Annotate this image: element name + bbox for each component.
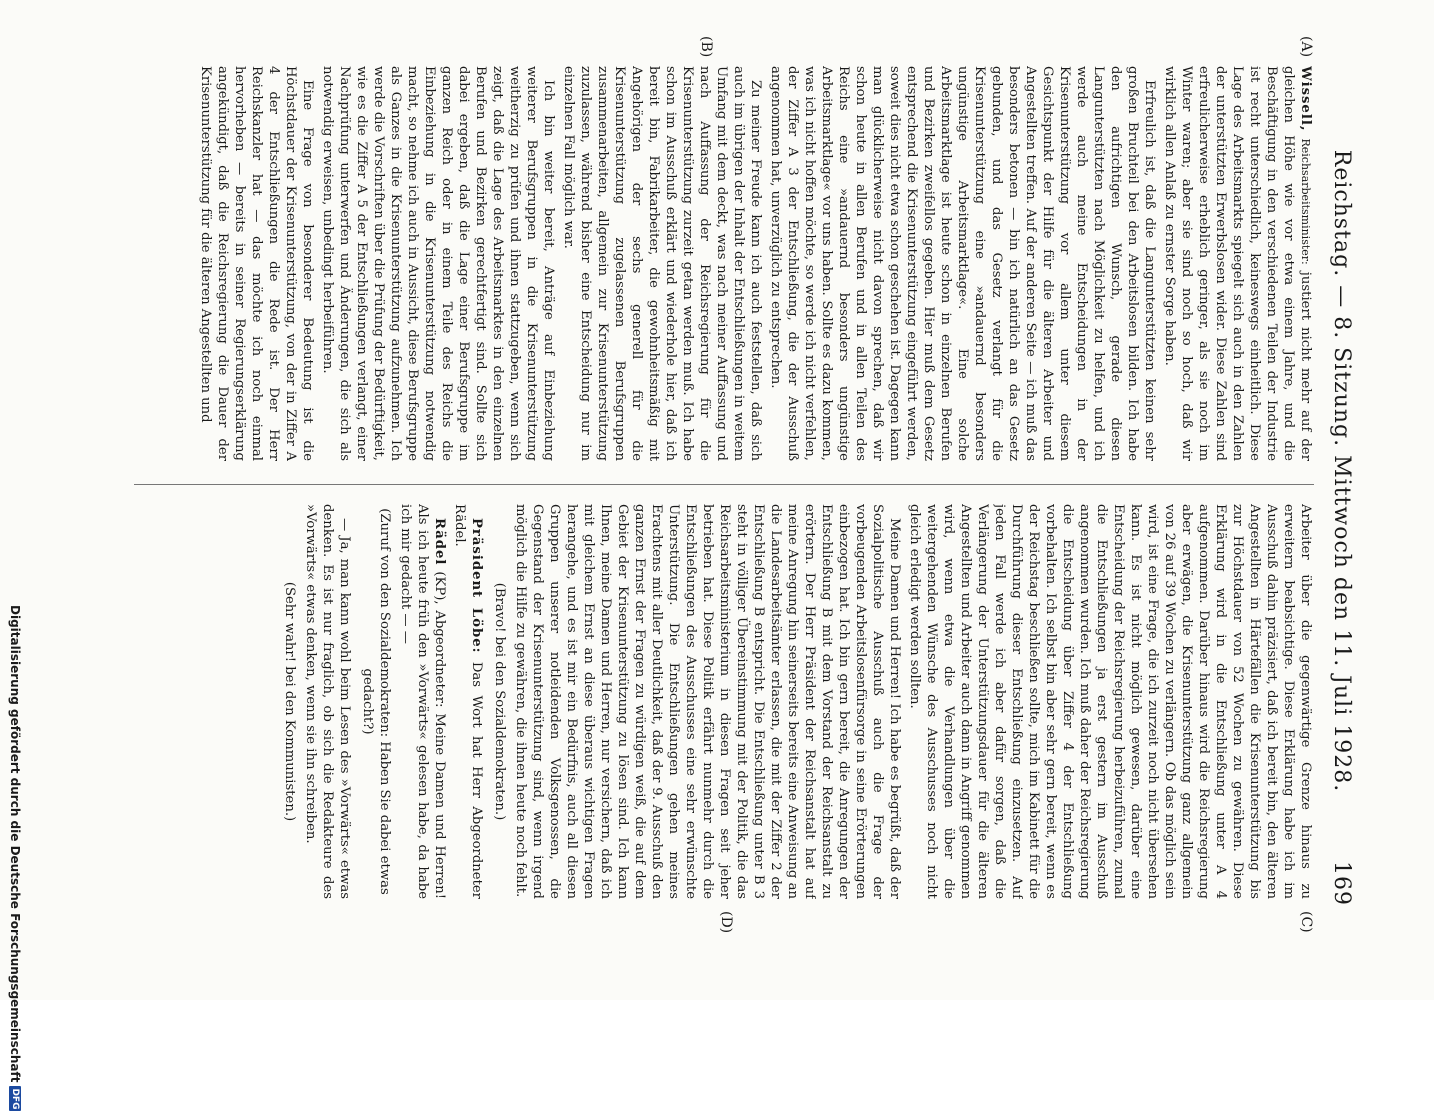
rotated-page [112, 36, 1362, 934]
paragraph: Ich bin weiter bereit, Anträge auf Einbeziehung weiterer Berufsgruppen in die Krisenunterstützung weitherzig zu prüfen und ihnen stattzugeben, wenn sich zeigt, daß die Lage des Arbeitsmarktes in den einzelnen Berufen und Bezirken gerechtfertigt sind. Sollte sich dabei ergeben, daß die Lage einer Berufsgruppe im ganzen Reich oder in einem Teile des Reichs die Einbeziehung in die Krisenunterstützung notwendig macht, so nehme ich auch in Aussicht, diese Berufsgruppe als Ganzes in die Krisenunterstützung aufzunehmen. Ich werde die Vorschriften über die Prüfung der Bedürftigkeit, wie es die Ziffer A 5 der Entschließungen verlangt, einer Nachprüfung unterwerfen und Änderungen, die sich als notwendig erweisen, unbedingt herbeiführen. [320, 66, 556, 461]
left-column [124, 66, 1314, 461]
paragraph: Erfreulich ist, daß die Langunterstützten keinen sehr großen Bruchteil bei den Arbeitslosen bilden. Ich habe den aufrichtigen Wunsch, gerade diesen Langunterstützten nach Möglichkeit zu helfen, und ich werde auch meine Entscheidungen in der Krisenunterstützung vor allem unter diesem Gesichtspunkt der Hilfe für die älteren Arbeiter und Angestellten treffen. Auf der anderen Seite — ich muß das besonders betonen — bin ich natürlich an das Gesetz gebunden, und das Gesetz verlangt für die Krisenunterstützung eine »andauernd besonders ungünstige Arbeitsmarktlage«. Eine solche Arbeitsmarktlage ist heute schon in einzelnen Berufen und Bezirken zweifellos gegeben. Hier muß dem Gesetz entsprechend die Krisenunterstützung eingeführt werden, soweit dies nicht etwa schon geschehen ist. Dagegen kann man glücklicherweise nicht davon sprechen, daß wir schon heute in allen Berufen und in allen Teilen des Reichs eine »andauernd besonders ungünstige Arbeitsmarktlage« vor uns haben. Sollte es dazu kommen, was ich nicht hoffen möchte, so werde ich nicht verfehlen, der Ziffer A 3 der Entschließung, die der Ausschuß angenommen hat, unverzüglich zu entsprechen. [768, 66, 1157, 461]
page-number: 169 [1329, 861, 1355, 906]
paragraph [397, 504, 448, 899]
speaker-party: (KP), Abgeordneter: [432, 571, 447, 708]
margin-mark-b: (B) [698, 36, 714, 58]
paragraph: Eine Frage von besonderer Bedeutung ist die Höchstdauer der Krisenunterstützung, von der in Ziffer A 4 der Entschließungen die Rede ist. Der Herr Reichskanzler hat — das möchte ich noch einmal hervorheben — bereits in seiner Regierungserklärung angekündigt, daß die Reichsregierung die Dauer der Krisenunterstützung für die älteren Angestellten und [198, 66, 315, 461]
interjection: (Sehr wahr! bei den Kommunisten.) [282, 581, 297, 822]
page-header-title: Reichstag. — 8. Sitzung. Mittwoch den 11. Juli 1928. [1329, 149, 1355, 793]
margin-mark-a: (A) [1298, 36, 1314, 58]
margin-mark-d: (D) [718, 911, 734, 934]
paragraph-text: Das Wort hat Herr Abgeordneter Rädel. [452, 504, 484, 899]
paragraph: Zu meiner Freude kann ich auch feststellen, daß sich auch im übrigen der Inhalt der Entschließungen in weitem Umfang mit dem deckt, was nach meiner Auffassung und nach Auffassung der Reichsregierung für die Krisenunterstützung zurzeit getan werden muß. Ich habe schon im Ausschuß erklärt und wiederhole hier, daß ich bereit bin, Fabrikarbeiter, die gewohnheitsmäßig mit Angehörigen der sechs generell für die Krisenunterstützung zugelassenen Berufsgruppen zusammenarbeiten, allgemein zur Krisenunterstützung zuzulassen, während bisher eine Entscheidung nur im einzelnen Fall möglich war. [561, 66, 763, 461]
speaker-name: Präsident Löbe: [469, 518, 484, 654]
paragraph: Arbeiter über die gegenwärtige Grenze hinaus zu erweitern beabsichtige. Diese Erklärung habe ich im Ausschuß dahin präzisiert, daß ich bereit bin, den älteren Angestellten in Härtefällen die Krisenunterstützung bis zur Höchstdauer von 52 Wochen zu gewähren. Diese Erklärung wird in die Entschließung unter A 4 aufgenommen. Darüber hinaus wird die Reichsregierung aber erwägen, die Krisenunterstützung ganz allgemein von 26 auf 39 Wochen zu verlängern. Ob das möglich sein wird, ist eine Frage, die ich zurzeit noch nicht übersehen kann. Es ist nicht möglich gewesen, darüber eine Entscheidung der Reichsregierung herbeizuführen, zumal die Entschließungen ja erst gestern im Ausschuß angenommen wurden. Ich muß daher der Reichsregierung die Entscheidung über Ziffer 4 der Entschließung vorbehalten. Ich selbst bin aber sehr gern bereit, wenn es der Reichstag beschließen sollte, mich im Kabinett für die Durchführung dieser Entschließung einzusetzen. Auf jeden Fall werde ich aber dafür sorgen, daß die Verlängerung der Unterstützungsdauer für die älteren Angestellten und Arbeiter auch dann in Angriff genommen wird, wenn etwa die Verhandlungen über die weitergehenden Wünsche des Ausschusses noch nicht gleich erledigt werden sollten. [907, 504, 1313, 899]
interjection: (Zuruf von den Sozialdemokraten: Haben Sie dabei etwas gedacht?) [360, 508, 392, 895]
funding-footer [6, 605, 24, 1110]
paragraph-text: justiert nicht mehr auf der gleichen Höhe wie vor etwa einem Jahre, und die Beschäftigung in den verschiedenen Teilen der Industrie ist recht unterschiedlich, keineswegs einheitlich. Diese Lage des Arbeitsmarkts spiegelt sich auch in den Zahlen der unterstützten Erwerbslosen wider. Diese Zahlen sind erfreulicherweise erheblich geringer, als sie noch im Winter waren; aber sie sind noch so hoch, daß wir wirklich allen Anlaß zu ernster Sorge haben. [1162, 66, 1313, 461]
paragraph [451, 504, 485, 899]
paragraph: Meine Damen und Herren! Ich habe es begrüßt, daß der Sozialpolitische Ausschuß auch die Frage der vorbeugenden Arbeitslosenfürsorge in seine Erörterungen einbezogen hat. Ich bin gern bereit, die Anregungen der Entschließung B mit dem Vorstand der Reichsanstalt zu erörtern. Der Herr Präsident der Reichsanstalt hat auf meine Anregung hin seinerseits bereits eine Anweisung an die Landesarbeitsämter erlassen, die mit der Ziffer 2 der Entschließung B entspricht. Die Entschließung unter B 3 steht in völliger Übereinstimmung mit der Politik, die das Reichsarbeitsministerium in diesen Fragen seit jeher betrieben hat. Diese Politik erfährt nunmehr durch die Entschließungen des Ausschusses eine sehr erwünschte Unterstützung. Die Entschließungen gehen meines Erachtens mit aller Deutlichkeit, daß der 9. Ausschuß den ganzen Ernst der Fragen zu würdigen weiß, die auf dem Gebiet der Krisenunterstützung zu lösen sind. Ich kann Ihnen, meine Damen und Herren, nur versichern, daß ich mit gleichem Ernst an diese überaus wichtigen Fragen herangehe, und es ist mir ein Bedürfnis, auch all diesen Gruppen unserer notleidenden Volksgenossen, die Gegenstand der Krisenunterstützung sind, wenn irgend möglich die Hilfe zu gewähren, die ihnen heute noch fehlt. [513, 504, 902, 899]
speaker-name: Wissell, [1298, 66, 1313, 132]
speaker-name: Rädel [432, 518, 447, 566]
funding-text: Digitalisierung gefördert durch die Deutsche Forschungsgemeinschaft [8, 605, 22, 1083]
margin-mark-c: (C) [1298, 911, 1314, 933]
page-header [1322, 66, 1362, 906]
text-columns [124, 36, 1314, 934]
applause-note: (Bravo! bei den Sozialdemokraten.) [492, 582, 507, 821]
paragraph: — Ja, man kann wohl beim Lesen des »Vorwärts« etwas denken. Es ist nur fraglich, ob sich die Redakteure des »Vorwärts« etwas denken, wenn sie ihn schreiben. [303, 504, 352, 899]
paragraph [1161, 66, 1314, 461]
paragraph-text: Meine Damen und Herren! Als ich heute früh den »Vorwärts« gelesen habe, da habe ich mir gedacht — — [398, 504, 447, 899]
right-column [124, 504, 1314, 899]
dfg-logo: DFG [10, 1088, 20, 1110]
column-divider [134, 484, 1314, 485]
speaker-role: Reichsarbeitsminister: [1299, 138, 1312, 265]
